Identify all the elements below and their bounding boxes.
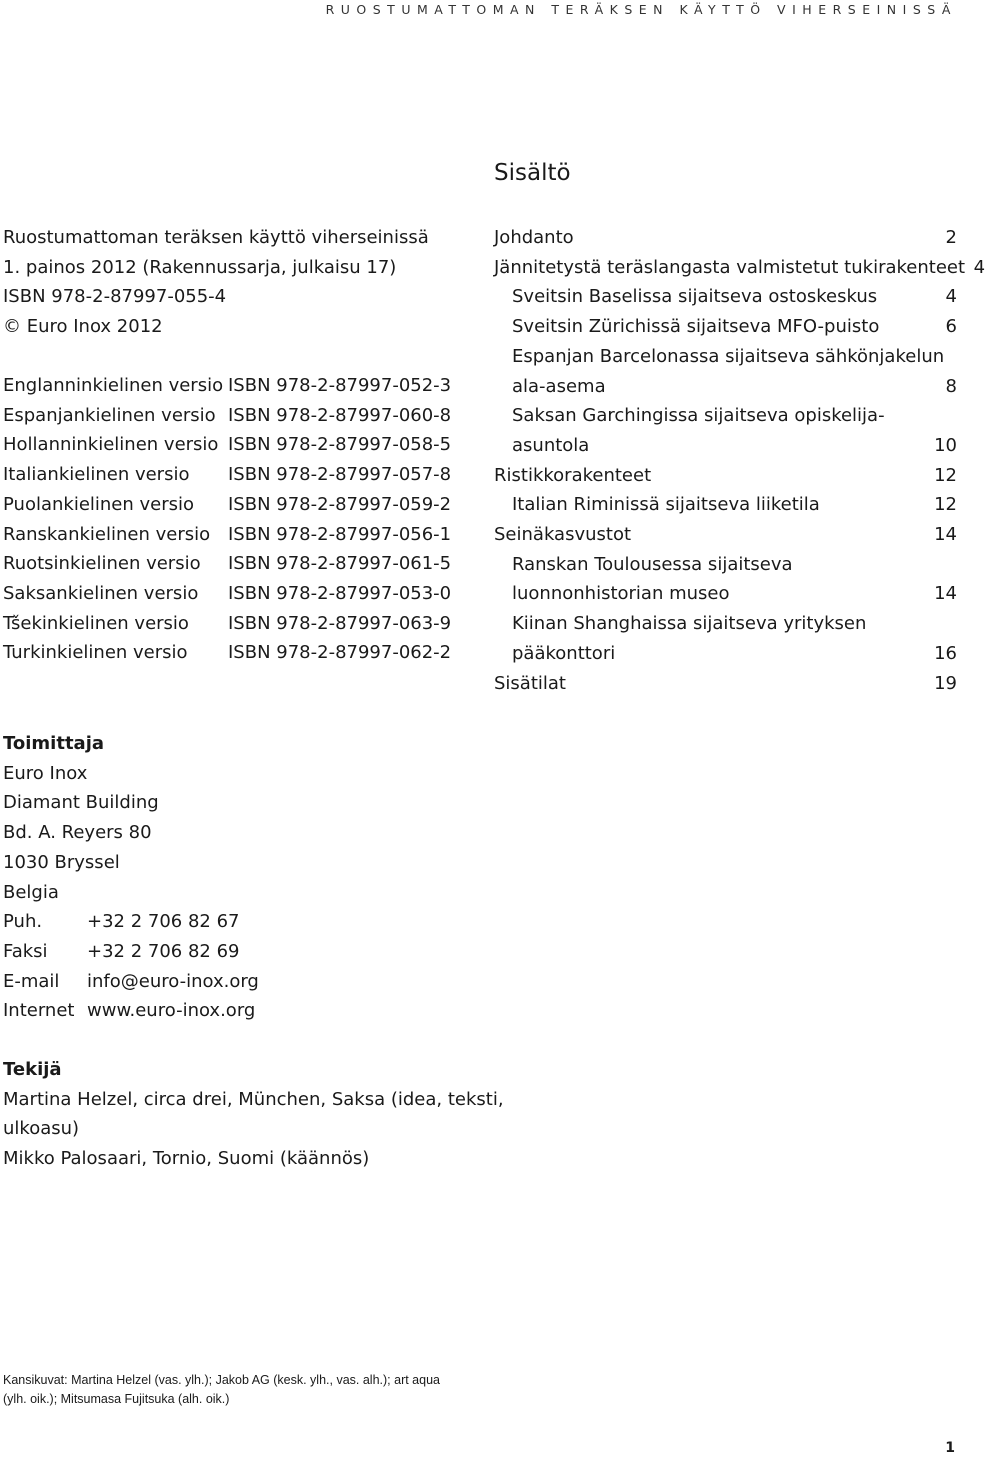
translation-isbn: ISBN 978-2-87997-063-9 — [228, 612, 452, 634]
translation-language: Espanjankielinen versio — [3, 404, 216, 426]
translation-row — [3, 520, 451, 550]
toc-entry-text: Kiinan Shanghaissa sijaitseva yrityksen — [512, 613, 867, 635]
toc-entry-text: asuntola — [512, 434, 590, 456]
translation-row — [3, 430, 451, 460]
toc-entry-text: Espanjan Barcelonassa sijaitseva sähkönjakelun — [512, 345, 945, 367]
editor-address-line: Diamant Building — [3, 792, 159, 814]
contact-website-link[interactable]: www.euro-inox.org — [87, 1000, 256, 1022]
author-line: Mikko Palosaari, Tornio, Suomi (käännös) — [3, 1148, 370, 1170]
toc-entry-page — [937, 609, 957, 639]
translation-language: Ranskankielinen versio — [3, 523, 211, 545]
translation-language: Hollanninkielinen versio — [3, 434, 219, 456]
toc-entry[interactable] — [494, 490, 957, 520]
translation-language: Englanninkielinen versio — [3, 375, 224, 396]
toc-entry-text: Sisätilat — [494, 672, 566, 694]
contact-label: Faksi — [3, 940, 48, 962]
editor-address-line: Euro Inox — [3, 762, 88, 784]
contact-value: +32 2 706 82 67 — [87, 911, 240, 933]
toc-entry-page: 12 — [934, 494, 957, 516]
translation-language: Italiankielinen versio — [3, 464, 190, 486]
translation-language: Puolankielinen versio — [3, 493, 195, 515]
toc-entry-page: 14 — [934, 583, 957, 605]
toc-entry-text: Johdanto — [494, 227, 574, 248]
contact-row — [3, 907, 259, 937]
toc-entry-page — [937, 401, 957, 431]
translation-isbn: ISBN 978-2-87997-053-0 — [228, 582, 452, 604]
toc-entry[interactable] — [494, 669, 957, 699]
toc-entry[interactable] — [494, 520, 957, 550]
editor-address-line: Belgia — [3, 881, 59, 903]
toc-entry-text: Ranskan Toulousessa sijaitseva — [512, 553, 793, 575]
contact-label: Puh. — [3, 911, 43, 933]
publication-copyright: © Euro Inox 2012 — [3, 316, 163, 338]
translation-row — [3, 371, 451, 401]
toc-entry-page: 6 — [945, 316, 957, 338]
publication-edition: 1. painos 2012 (Rakennussarja, julkaisu 17) — [3, 256, 397, 278]
translation-row — [3, 579, 451, 609]
photo-credits — [3, 1371, 473, 1409]
translation-language: Saksankielinen versio — [3, 582, 199, 604]
toc-entry-page: 12 — [934, 464, 957, 486]
publication-title: Ruostumattoman teräksen käyttö viherseinissä — [3, 227, 429, 248]
toc-entry-page: 16 — [934, 642, 957, 664]
toc-entry-page: 14 — [934, 524, 957, 546]
translation-isbn: ISBN 978-2-87997-059-2 — [228, 493, 452, 515]
toc-entry-page: 10 — [934, 434, 957, 456]
translation-language: Ruotsinkielinen versio — [3, 553, 201, 575]
toc-entry[interactable] — [494, 253, 985, 283]
toc-entry[interactable] — [494, 282, 957, 312]
toc-entry[interactable] — [494, 579, 957, 609]
translation-language: Turkinkielinen versio — [3, 642, 188, 664]
publication-isbn: ISBN 978-2-87997-055-4 — [3, 286, 227, 308]
toc-entry-page: 4 — [973, 256, 985, 278]
toc-entry-page — [937, 550, 957, 580]
toc-entry[interactable] — [494, 461, 957, 491]
toc-entry-text: Seinäkasvustot — [494, 524, 632, 546]
author-section — [3, 1055, 504, 1174]
translation-isbn: ISBN 978-2-87997-060-8 — [228, 404, 452, 426]
toc-entry-text: Ristikkorakenteet — [494, 464, 652, 486]
translation-versions — [3, 371, 451, 668]
credits-line: (ylh. oik.); Mitsumasa Fujitsuka (alh. oik.) — [3, 1392, 230, 1406]
toc-entry-text: Jännitetystä teräslangasta valmistetut tukirakenteet — [494, 256, 966, 278]
contact-value: +32 2 706 82 69 — [87, 940, 240, 962]
toc-entry-text: ala-asema — [512, 375, 606, 397]
translation-isbn: ISBN 978-2-87997-052-3 — [228, 375, 452, 396]
table-of-contents — [494, 223, 985, 698]
page-number: 1 — [945, 1440, 955, 1456]
translation-language: Tšekinkielinen versio — [3, 612, 189, 634]
author-line: ulkoasu) — [3, 1118, 80, 1140]
translation-row — [3, 460, 451, 490]
toc-entry[interactable] — [494, 550, 957, 580]
toc-entry[interactable] — [494, 431, 957, 461]
translation-row — [3, 549, 451, 579]
publication-info — [3, 223, 429, 342]
toc-entry[interactable] — [494, 372, 957, 402]
toc-entry-text: Sveitsin Zürichissä sijaitseva MFO-puisto — [512, 316, 880, 338]
toc-entry-text: luonnonhistorian museo — [512, 583, 730, 605]
toc-entry[interactable] — [494, 609, 957, 639]
translation-isbn: ISBN 978-2-87997-062-2 — [228, 642, 452, 664]
contact-label: E-mail — [3, 970, 60, 992]
contact-email-link[interactable]: info@euro-inox.org — [87, 970, 259, 992]
toc-entry-text: pääkonttori — [512, 642, 616, 664]
toc-entry-page: 4 — [945, 286, 957, 308]
translation-isbn: ISBN 978-2-87997-057-8 — [228, 464, 452, 486]
editor-address-line: 1030 Bryssel — [3, 851, 120, 873]
running-header: RUOSTUMATTOMAN TERÄKSEN KÄYTTÖ VIHERSEINISSÄ — [325, 2, 957, 17]
toc-entry-text: Sveitsin Baselissa sijaitseva ostoskeskus — [512, 286, 878, 308]
contact-row — [3, 937, 259, 967]
toc-entry-page: 8 — [945, 375, 957, 397]
toc-entry-text: Italian Riminissä sijaitseva liiketila — [512, 494, 820, 516]
translation-row — [3, 638, 451, 668]
credits-line: Kansikuvat: Martina Helzel (vas. ylh.); Jakob AG (kesk. ylh., vas. alh.); art aqua — [3, 1373, 440, 1387]
contact-row — [3, 967, 259, 997]
toc-entry-text: Saksan Garchingissa sijaitseva opiskelija- — [512, 405, 885, 427]
translation-isbn: ISBN 978-2-87997-056-1 — [228, 523, 452, 545]
translation-row — [3, 401, 451, 431]
toc-entry-page: 19 — [934, 672, 957, 694]
toc-entry-page — [944, 342, 964, 372]
translation-isbn: ISBN 978-2-87997-061-5 — [228, 553, 452, 575]
toc-entry[interactable] — [494, 223, 957, 253]
author-heading: Tekijä — [3, 1059, 62, 1080]
toc-entry-page: 2 — [945, 227, 957, 248]
editor-heading: Toimittaja — [3, 733, 105, 754]
toc-entry[interactable] — [494, 401, 957, 431]
toc-entry[interactable] — [494, 312, 957, 342]
author-line: Martina Helzel, circa drei, München, Saksa (idea, teksti, — [3, 1088, 504, 1110]
translation-row — [3, 490, 451, 520]
editor-section — [3, 729, 259, 1026]
toc-title: Sisältö — [494, 160, 571, 186]
toc-entry[interactable] — [494, 342, 957, 372]
editor-address-line: Bd. A. Reyers 80 — [3, 822, 152, 844]
translation-isbn: ISBN 978-2-87997-058-5 — [228, 434, 452, 456]
contact-label: Internet — [3, 1000, 75, 1022]
toc-entry[interactable] — [494, 639, 957, 669]
translation-row — [3, 609, 451, 639]
contact-row — [3, 996, 259, 1026]
